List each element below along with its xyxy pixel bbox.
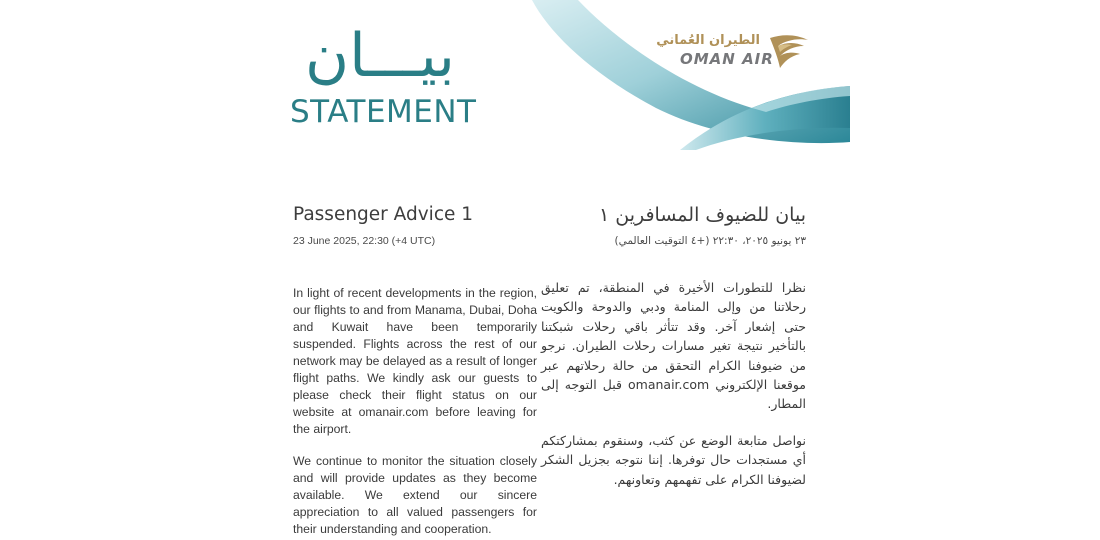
- arabic-column: [541, 200, 806, 489]
- paragraph-arabic-1: [541, 278, 806, 414]
- ribbon-graphic: [520, 0, 850, 150]
- paragraph-arabic-1-end: قبل التوجه إلى المطار.: [541, 377, 806, 412]
- heading-arabic: بيان للضيوف المسافرين ١: [598, 204, 806, 226]
- website-link[interactable]: omanair.com: [628, 377, 710, 393]
- paragraph-english-1: In light of recent developments in the region, our flights to and from Manama, Dubai, Doha and Kuwait have been temporarily suspended. Flights across the rest of our network may be delayed as a result of longer flight paths. We kindly ask our guests to please check their flight status on our website at omanair.com before leaving for the airport.: [293, 286, 537, 436]
- paragraph-english-2: We continue to monitor the situation closely and will provide updates as they become available. We extend our sincere appreciation to all valued passengers for their understanding and cooperation.: [293, 454, 537, 536]
- logo-arabic-text: الطيران العُماني: [656, 33, 760, 48]
- oman-air-logo: [656, 32, 810, 72]
- title-arabic: بيـــان: [305, 21, 455, 91]
- date-arabic: ٢٣ يونيو ٢٠٢٥، ٢٢:٣٠ (+٤ التوقيت العالمي): [614, 235, 806, 247]
- paragraph-arabic-2: نواصل متابعة الوضع عن كثب، وسنقوم بمشاركتكم أي مستجدات حال توفرها. إننا نتوجه بجزيل الشكر لضيوفنا الكرام على تفهمهم وتعاونهم.: [541, 432, 806, 487]
- title-statement: STATEMENT: [290, 94, 477, 130]
- heading-english: Passenger Advice 1: [293, 204, 474, 225]
- paragraph-arabic-1-text: نظرا للتطورات الأخيرة في المنطقة، تم تعليق رحلاتنا من وإلى المنامة ودبي والدوحة والكويت حتى إشعار آخر. وقد تتأثر باقي رحلات شبكتنا بالتأخير نتيجة تغير مسارات رحلات الطيران. نرجو من ضيوفنا الكرام التحقق من حالة رحلاتهم عبر موقعنا الإلكتروني: [541, 280, 806, 393]
- bird-emblem-icon: [766, 32, 810, 70]
- logo-english-text: OMAN AIR: [680, 50, 774, 68]
- english-column: [293, 200, 537, 538]
- date-english: 23 June 2025, 22:30 (+4 UTC): [293, 235, 436, 247]
